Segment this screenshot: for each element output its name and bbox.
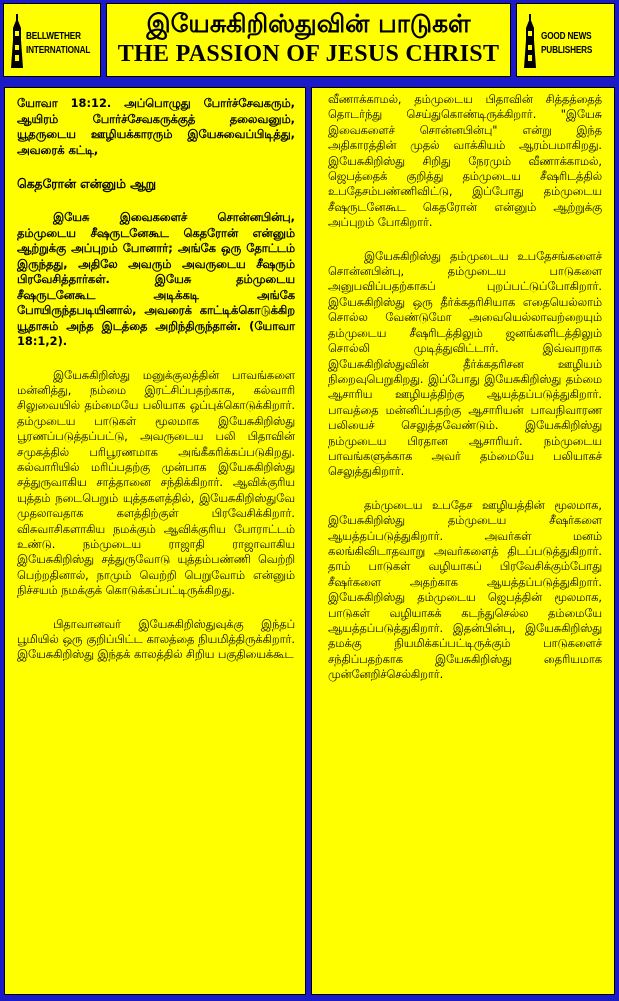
section-heading: கெதரோன் என்னும் ஆறு — [17, 177, 156, 191]
body-paragraph: இயேசுகிறிஸ்து மனுக்குலத்தின் பாவங்களை மன்னித்து, நம்மை இரட்சிப்பதற்காக, கல்வாரி சிலுவையில் தம்மையே பலியாக ஒப்புக்கொடுக்கிறார். தம்முடைய பாடுகள் மூலமாக இயேசுகிறிஸ்து பூரணப்படுத்தப்பட்டு, அவருடைய பலி பிதாவின் சமுகத்தில் பரிபூரணமாக அங்கீகரிக்கப்படுகிறது. கல்வாரியில் மரிப்பதற்கு முன்பாக இயேசுகிறிஸ்து சத்துருவாகிய சாத்தானை சந்திக்கிறார். ஆவிக்குரிய யுத்தம் நடைபெறும் யுத்தகளத்தில், இயேசுகிறிஸ்துவே முதலாவதாக களத்திற்குள் பிரவேசிக்கிறார். விசுவாசிகளாகிய நமக்கும் ஆவிக்குரிய போராட்டம் உண்டு. நம்முடைய ராஜாதி ராஜாவாகிய இயேசுகிறிஸ்து சத்துருவோடு யுத்தம்பண்ணி வெற்றி பெற்றதினால், நாமும் வெற்றி பெறுவோம் என்னும் நிச்சயம் நமக்குக் கொடுக்கப்பட்டிருக்கிறது. — [17, 368, 295, 598]
tower-icon — [523, 14, 537, 68]
body-paragraph: இயேசுகிறிஸ்து தம்முடைய உபதேசங்களைச் சொன்னபின்பு, தம்முடைய பாடுகளை அனுபவிப்பதற்காகப் புறப்பட்டுப்போகிறார். இயேசுகிறிஸ்து ஒரு தீர்க்கதரிசியாக எதையெல்லாம் சொல்ல வேண்டுமோ அவையெல்லாவற்றையும் தம்முடைய சீஷரிடத்திலும் ஜனங்களிடத்திலும் சொல்லி முடித்துவிட்டார். இவ்வாறாக இயேசுகிறிஸ்துவின் தீர்க்கதரிசன ஊழியம் நிறைவுபெறுகிறது. இப்போது இயேசுகிறிஸ்து தம்மை ஆசாரிய ஊழியத்திற்கு ஆயத்தப்படுத்துகிறார். பாவத்தை மன்னிப்பதற்கு ஆசாரியன் பாவநிவாரண பலியைச் செலுத்தவேண்டும். இயேசுகிறிஸ்து நம்முடைய பிரதான ஆசாரியர். நம்முடைய பாவங்களுக்காக அவர் தம்மையே பலியாகச் செலுத்துகிறார். — [328, 249, 602, 479]
page-header — [0, 0, 619, 80]
logo-line-2: INTERNATIONAL — [26, 45, 91, 56]
logo-line-2: PUBLISHERS — [541, 45, 593, 56]
title-tamil: இயேசுகிறிஸ்துவின் பாடுகள் — [146, 9, 471, 38]
bell-tower-icon — [10, 14, 24, 68]
body-paragraph: தம்முடைய உபதேச ஊழியத்தின் மூலமாக, இயேசுகிறிஸ்து தம்முடைய சீஷர்களை ஆயத்தப்படுத்துகிறார். அவர்கள் மனம் கலங்கிவிடாதவாறு அவர்களைத் திடப்படுத்துகிறார். தாம் பாடுகள் வழியாகப் பிரவேசிக்கும்போது சீஷர்களை அதற்காக ஆயத்தப்படுத்துகிறார். இயேசுகிறிஸ்து தம்முடைய ஜெபத்தின் மூலமாக, பாடுகள் வழியாகக் கடந்துசெல்ல தம்மையே ஆயத்தப்படுத்துகிறார். இதன்பின்பு, இயேசுகிறிஸ்து தமக்கு நியமிக்கப்பட்டிருக்கும் பாடுகளைச் சந்திப்பதற்காக இயேசுகிறிஸ்து தைரியமாக முன்னேறிச்செல்கிறார். — [328, 498, 602, 682]
title-banner — [106, 3, 511, 77]
logo-line-1: BELLWETHER — [26, 31, 81, 42]
bellwether-logo — [3, 3, 101, 77]
logo-line-1: GOOD NEWS — [541, 31, 592, 42]
body-paragraph: வீணாக்காமல், தம்முடைய பிதாவின் சித்தத்தைத் தொடர்ந்து செய்துகொண்டிருக்கிறார். "இயேசு இவைகளைச் சொன்னபின்பு" என்று இந்த அதிகாரத்தின் முதல் வாக்கியம் ஆரம்பமாகிறது. இயேசுகிறிஸ்து சிறிது நேரமும் வீணாக்காமல், ஜெபத்தைக் குறித்து தம்முடைய சீஷரிடத்தில் உபதேசம்பண்ணிவிட்டு, இப்போது தம்முடைய சீஷருடனேகூட கெதரோன் என்னும் ஆற்றுக்கு அப்புறம் போகிறார். — [328, 93, 602, 230]
right-column — [311, 87, 615, 995]
title-english: THE PASSION OF JESUS CHRIST — [117, 41, 500, 67]
good-news-logo — [516, 3, 615, 77]
body-paragraph: பிதாவானவர் இயேசுகிறிஸ்துவுக்கு இந்தப் பூமியில் ஒரு குறிப்பிட்ட காலத்தை நியமித்திருக்கிறார். இயேசுகிறிஸ்து இந்தக் காலத்தில் சிறிய பகுதியைக்கூட — [17, 617, 295, 662]
scripture-quote: இயேசு இவைகளைச் சொன்னபின்பு, தம்முடைய சீஷருடனேகூட கெதரோன் என்னும் ஆற்றுக்கு அப்புறம் போனார்; அங்கே ஒரு தோட்டம் இருந்தது, அதிலே அவரும் அவருடைய சீஷரும் பிரவேசித்தார்கள். இயேசு தம்முடைய சீஷருடனேகூட அடிக்கடி அங்கே போயிருந்தபடியினால், அவரைக் காட்டிக்கொடுக்கிற யூதாசும் அந்த இடத்தை அறிந்திருந்தான். (யோவா 18:1,2). — [17, 210, 295, 348]
left-column — [4, 87, 306, 995]
verse-text: யோவா 18:12. அப்பொழுது போர்ச்சேவகரும், ஆயிரம் போர்ச்சேவகருக்குத் தலைவனும், யூதருடைய ஊழியக்காரரும் இயேசுவைப்பிடித்து, அவரைக் கட்டி, — [17, 96, 295, 157]
